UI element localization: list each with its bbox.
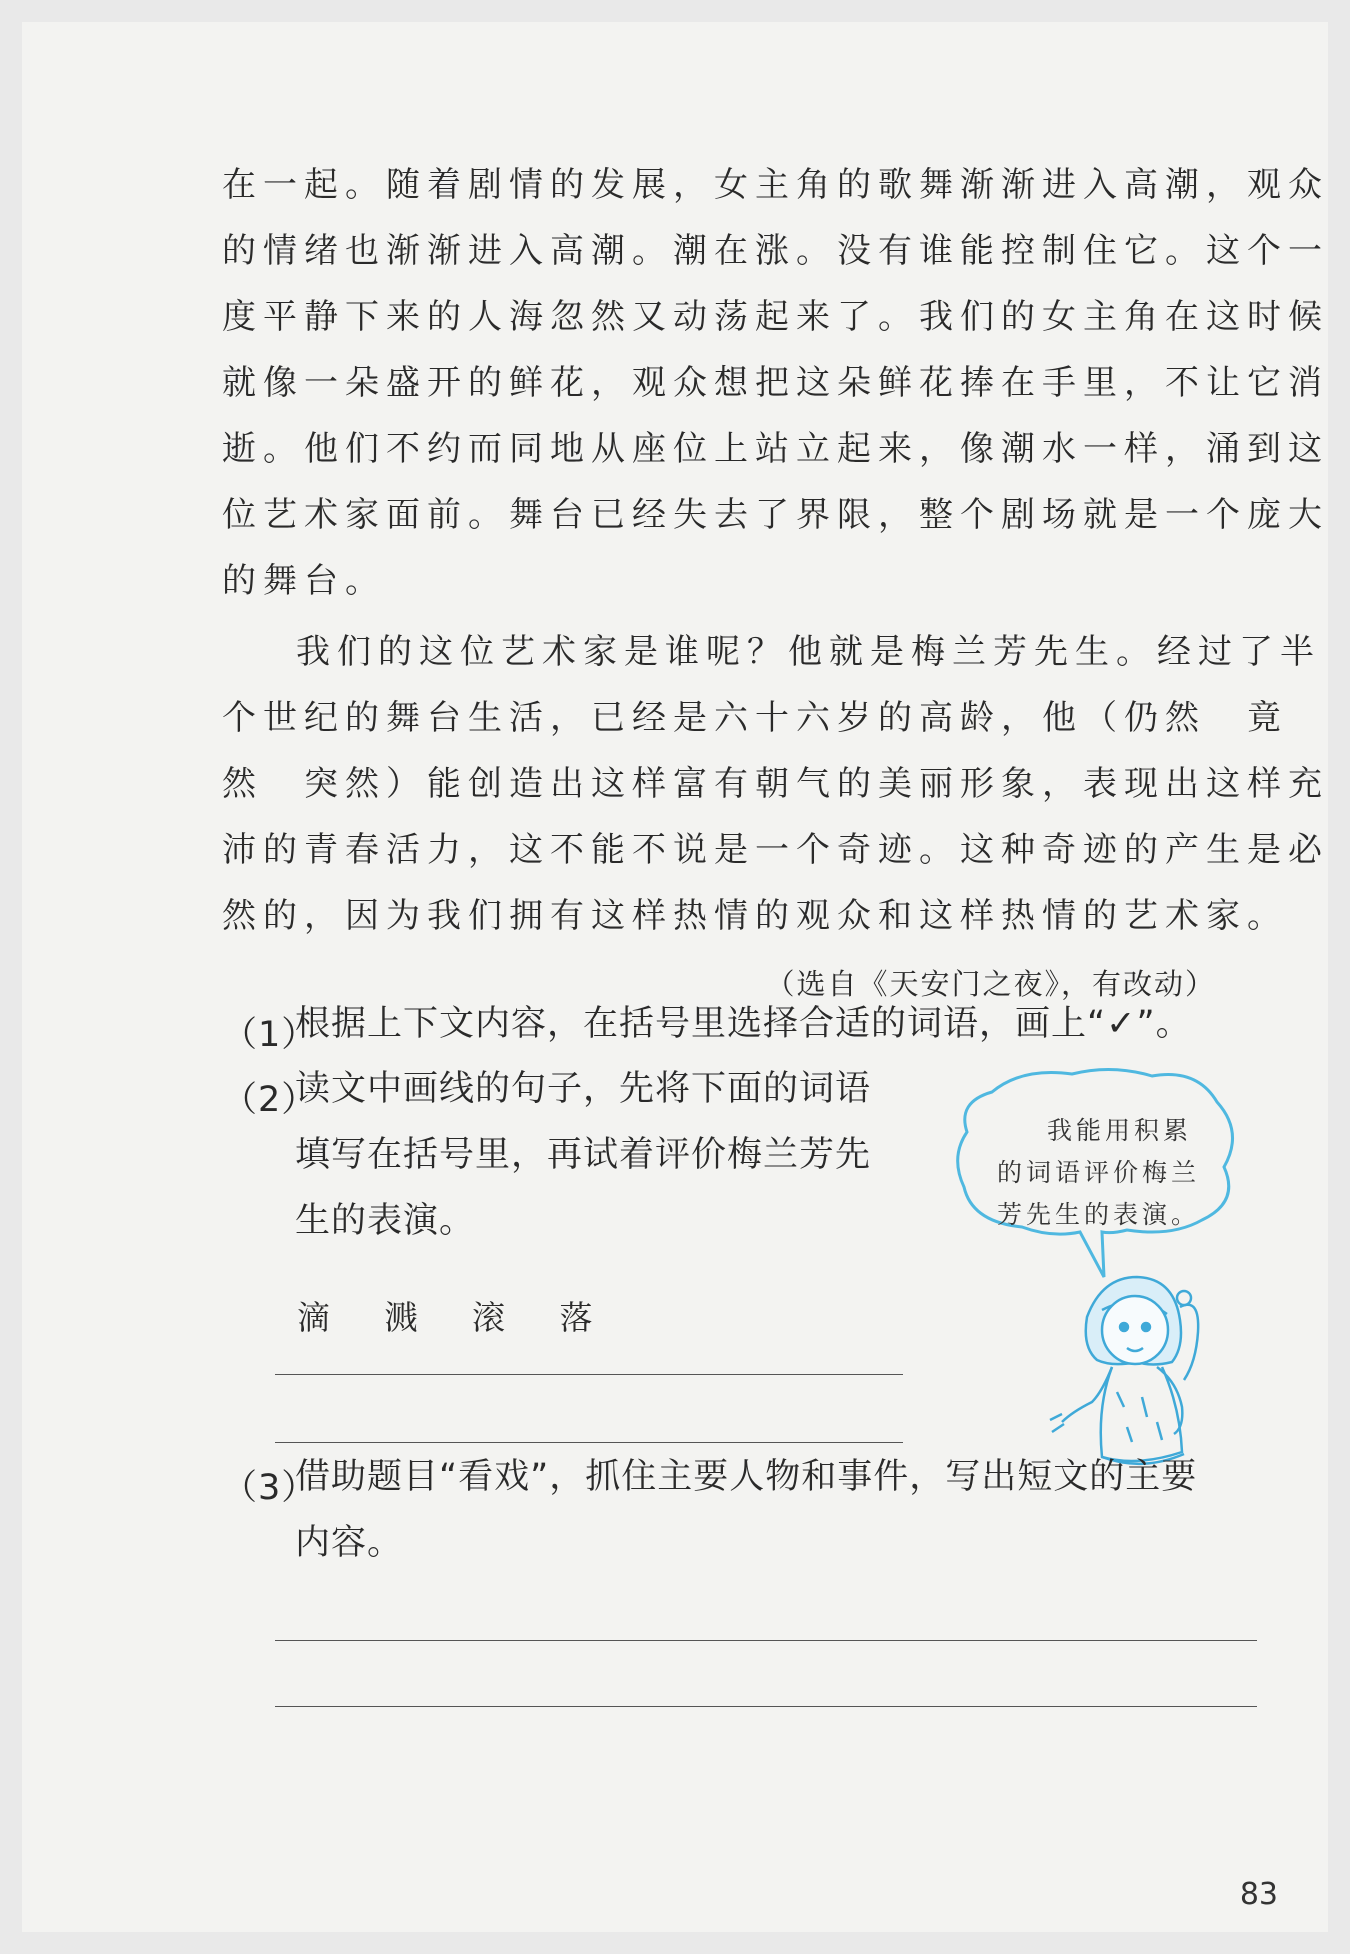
question-number: （3） [222,1468,318,1508]
question-line: 借助题目“看戏”，抓住主要人物和事件，写出短文的主要 [295,1457,1198,1497]
question-line: 填写在括号里，再试着评价梅兰芳先 [295,1135,872,1175]
passage-line: 度平静下来的人海忽然又动荡起来了。我们的女主角在这时候 [222,297,1329,337]
question-number: （2） [222,1080,318,1120]
question-number: （1） [222,1015,318,1055]
bubble-line: 的词语评价梅兰 [997,1158,1201,1187]
word-choice: 溅 [384,1298,420,1337]
bubble-line: 我能用积累 [1047,1116,1193,1145]
page-number: 83 [1239,1877,1278,1912]
word-choices [297,1292,635,1339]
speech-bubble-text [997,1110,1207,1236]
passage-source: （选自《天安门之夜》，有改动） [765,967,1216,1001]
question-text: 根据上下文内容，在括号里选择合适的词语，画上“✓”。 [295,1004,1192,1044]
question-line: 生的表演。 [295,1201,476,1241]
word-choice: 滚 [472,1298,507,1337]
passage-line: 逝。他们不约而同地从座位上站立起来，像潮水一样，涌到这 [222,429,1329,469]
passage-paragraph-1 [222,152,1329,614]
answer-line-q2[interactable] [275,1442,903,1443]
question-line: 读文中画线的句子，先将下面的词语 [295,1069,872,1109]
passage-line: 然 突然）能创造出这样富有朝气的美丽形象，表现出这样充 [222,764,1329,804]
word-choice: 落 [559,1298,595,1337]
question-text [295,1444,1197,1576]
passage-line: 我们的这位艺术家是谁呢？他就是梅兰芳先生。经过了半 [296,632,1321,672]
passage-line: 的情绪也渐渐进入高潮。潮在涨。没有谁能控制住它。这个一 [222,231,1329,271]
passage-paragraph-2 [222,619,1329,949]
passage-line: 就像一朵盛开的鲜花，观众想把这朵鲜花捧在手里，不让它消 [222,363,1329,403]
answer-line-q3[interactable] [275,1640,1257,1641]
girl-icon [1050,1277,1198,1464]
passage-line: 沛的青春活力，这不能不说是一个奇迹。这种奇迹的产生是必 [222,830,1329,870]
passage-line: 在一起。随着剧情的发展，女主角的歌舞渐渐进入高潮，观众 [222,165,1329,205]
textbook-page [22,22,1328,1932]
answer-line-q3[interactable] [275,1706,1257,1707]
question-line: 内容。 [295,1523,404,1563]
passage-line: 个世纪的舞台生活，已经是六十六岁的高龄，他（仍然 竟 [222,698,1288,738]
question-text [295,1056,871,1254]
passage-line: 位艺术家面前。舞台已经失去了界限，整个剧场就是一个庞大 [222,495,1329,535]
passage-line: 然的，因为我们拥有这样热情的观众和这样热情的艺术家。 [222,896,1288,936]
passage-line: 的舞台。 [222,561,386,601]
answer-line-q2[interactable] [275,1374,903,1375]
word-choice: 滴 [297,1298,332,1337]
bubble-line: 芳先生的表演。 [997,1200,1201,1229]
